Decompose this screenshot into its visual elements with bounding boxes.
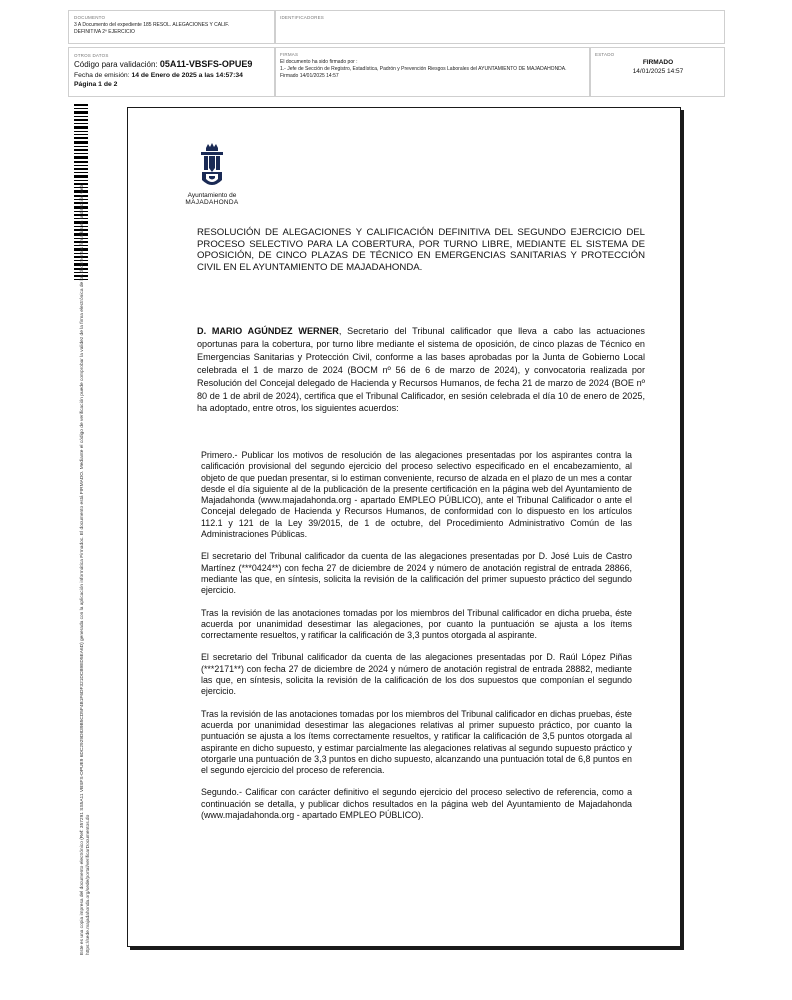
header-otros-datos-box — [68, 47, 275, 97]
verification-side-text: Este es una copia impresa del documento electrónico (Ref: 357291 SS5A11 VBSFS-OPUE9 6DC2929D839B5CD5F4B1F6DF321DCB9ED5EA6D) generada con la aplicación informática Firmadoc. El documento está FIRMADO. Mediante el código de verificación puede comprobar la validez de la firma electrónica de los documentos firmados en la dirección web: https://sede.majadahonda.org/sede/portal/verificarDocumentos.do — [80, 183, 91, 955]
validation-code — [74, 60, 274, 70]
paragraph-revision-2: Tras la revisión de las anotaciones tomadas por los miembros del Tribunal calificador en dichas pruebas, éste acuerda por unanimidad desestimar las alegaciones relativas al primer supuesto práctico, por cuanto la puntuación se ajusta a los ítems correctamente resueltos, y ratificar la calificación de 3,5 puntos otorgada al aspirante en dicho supuesto, y estimar parcialmente las alegaciones relativas al segundo supuesto práctico y otorgarle una puntuación de 3,3 puntos en dicho supuesto, alcanzando una puntuación total de 6,8 puntos en el segundo ejercicio del proceso de referencia. — [201, 708, 632, 776]
header-documento-box — [68, 10, 275, 44]
otros-datos-label: OTROS DATOS — [74, 53, 109, 58]
estado-value: FIRMADO — [642, 59, 674, 66]
paragraph-primero: Primero.- Publicar los motivos de resolución de las alegaciones presentadas por los aspirantes contra la calificación provisional del segundo ejercicio del proceso selectivo especificado en el encabezamiento, al objeto de que puedan presentar, si lo estiman conveniente, recurso de alzada en el plazo de un mes a contar desde el día siguiente al de la publicación de la presente certificación en la página web del Ayuntamiento de Majadahonda (www.majadahonda.org - apartado EMPLEO PÚBLICO), ante el Tribunal Calificador o ante el Concejal delegado de Hacienda y Recursos Humanos, de conformidad con lo dispuesto en los artículos 112.1 y 121 de la Ley 39/2015, de 1 de octubre, del Procedimiento Administrativo Común de las Administraciones Públicas. — [201, 450, 632, 540]
firmas-intro: El documento ha sido firmado por : — [280, 59, 358, 65]
firmas-value: 1.- Jefe de Sección de Registro, Estadística, Padrón y Prevención Riesgos Laborales del AYUNTAMIENTO DE MAJADAHONDA. Firmado 14/01/2025 14:57 — [280, 66, 567, 79]
estado-label: ESTADO — [595, 52, 615, 57]
fecha-label: Fecha de emisión: — [74, 72, 132, 79]
codigo-label: Código para validación: — [74, 60, 160, 69]
codigo-value: 05A11-VBSFS-OPUE9 — [159, 59, 253, 69]
paragraph-segundo: Segundo.- Calificar con carácter definitivo el segundo ejercicio del proceso selectivo de referencia, como a continuación se detalla, y publicar dichos resultados en la página web del Ayuntamiento de Majadahonda (www.majadahonda.org - apartado EMPLEO PÚBLICO). — [201, 787, 632, 821]
intro-text: , Secretario del Tribunal calificador que lleva a cabo las actuaciones oportunas para la cobertura, por turno libre mediante el sistema de oposición, de cinco plazas de Técnico en Emergencias Sanitarias y Protección Civil, conforme a las bases aprobadas por la Junta de Gobierno Local celebrada el 1 de marzo de 2024 (BOCM nº 56 de 6 de marzo de 2024), y convocatoria realizada por Resolución del Concejal delegado de Hacienda y Recursos Humanos, de fecha 21 de marzo de 2024 (BOE nº 80 de 1 de abril de 2024), certifica que el Tribunal Calificador, en sesión celebrada el día 10 de enero de 2025, ha adoptado, entre otros, los siguientes acuerdos: — [197, 326, 645, 414]
logo-line-majadahonda: MAJADAHONDA — [185, 199, 239, 206]
firmas-label: FIRMAS — [280, 52, 299, 57]
resolution-body — [201, 450, 632, 832]
coat-of-arms-icon — [199, 142, 225, 190]
paragraph-alegacion-2: El secretario del Tribunal calificador da cuenta de las alegaciones presentadas por D. Raúl López Piñas (***2171**) con fecha 27 de diciembre de 2024 y número de anotación registral de entrada 28882, mediante las que, en síntesis, solicita la revisión de la calificación de los dos supuestos que componían el segundo ejercicio. — [201, 652, 632, 697]
paragraph-revision-1: Tras la revisión de las anotaciones tomadas por los miembros del Tribunal calificador en dicha prueba, éste acuerda por unanimidad desestimar las alegaciones, por cuanto la puntuación se ajusta a los ítems correctamente resueltos, y ratificar la calificación de 3,3 puntos otorgada al aspirante. — [201, 607, 632, 641]
fecha-value: 14 de Enero de 2025 a las 14:57:34 — [131, 72, 243, 79]
header-identificadores-box — [275, 10, 725, 44]
documento-label: DOCUMENTO — [74, 15, 106, 20]
paragraph-alegacion-1: El secretario del Tribunal calificador da cuenta de las alegaciones presentadas por D. José Luis de Castro Martínez (***0424**) con fecha 27 de diciembre de 2024 y número de anotación registral de entrada 28866, mediante las que, en síntesis, solicita la revisión de la calificación del primer supuesto práctico del segundo ejercicio. — [201, 551, 632, 596]
intro-paragraph — [197, 325, 645, 415]
header-firmas-box — [275, 47, 590, 97]
page-indicator: Página 1 de 2 — [74, 81, 118, 88]
identificadores-label: IDENTIFICADORES — [280, 15, 325, 20]
logo-line-ayuntamiento: Ayuntamiento de — [187, 192, 237, 199]
header-estado-box — [590, 47, 725, 97]
document-title: RESOLUCIÓN DE ALEGACIONES Y CALIFICACIÓN DEFINITIVA DEL SEGUNDO EJERCICIO DEL PROCESO SELECTIVO PARA LA COBERTURA, POR TURNO LIBRE, MEDIANTE EL SISTEMA DE OPOSICIÓN, DE CINCO PLAZAS DE TÉCNICO EN EMERGENCIAS SANITARIAS Y PROTECCIÓN CIVIL EN EL AYUNTAMIENTO DE MAJADAHONDA. — [197, 227, 645, 273]
municipality-logo — [182, 142, 242, 206]
documento-value: 3 A Documento del expediente 185 RESOL. ALEGACIONES Y CALIF. DEFINITIVA 2º EJERCICIO — [74, 22, 230, 35]
secretary-name: D. MARIO AGÚNDEZ WERNER — [197, 326, 339, 336]
estado-date: 14/01/2025 14:57 — [632, 68, 684, 75]
